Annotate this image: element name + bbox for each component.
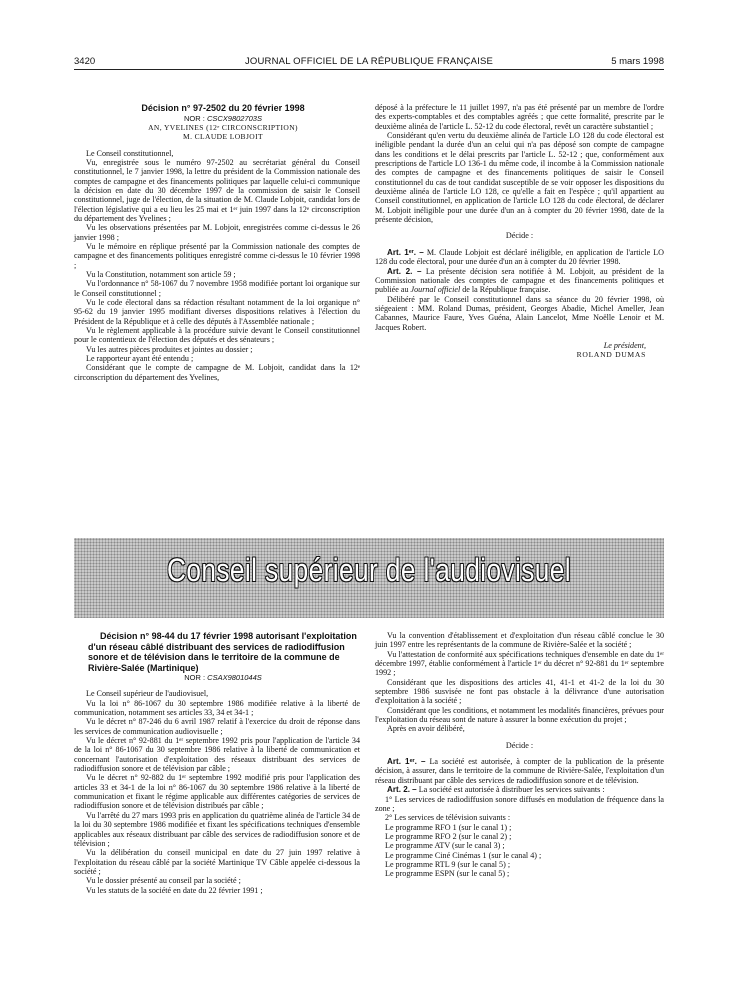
decide-heading: Décide : bbox=[505, 740, 534, 750]
paragraph: Vu la convention d'établissement et d'exploitation d'un réseau câblé conclue le 30 juin 1997 entre les représentants de la commune de Rivière-Salée et la société ; bbox=[375, 631, 664, 650]
decision2-title: Décision n° 98-44 du 17 février 1998 autorisant l'exploitation d'un réseau câblé distribuant des services de radiodiffusion sonore et de télévision dans le territoire de la commune de Rivière-Salée (Martinique) bbox=[88, 631, 357, 673]
paragraph: Vu la Constitution, notamment son article 59 ; bbox=[86, 270, 236, 279]
issue-date: 5 mars 1998 bbox=[611, 56, 664, 67]
signature-name: ROLAND DUMAS bbox=[576, 350, 646, 360]
article-label: Art. 1ᵉʳ. – bbox=[387, 757, 426, 767]
list-item: Le programme RTL 9 (sur le canal 5) ; bbox=[385, 859, 511, 869]
paragraph: Vu le décret n° 92-882 du 1ᵉʳ septembre 1992 modifié pris pour l'application des articles 33 et 34-1 de la loi n° 86-1067 du 30 septembre 1986 relative à la liberté de communication et fixant le régime applicable aux différentes catégories de services de radiodiffusion sonore et de télévision distribués par câble ; bbox=[74, 773, 360, 811]
section-banner bbox=[74, 538, 664, 618]
paragraph: Vu la délibération du conseil municipal en date du 27 juin 1997 relative à l'exploitation du réseau câblé par la société Martinique TV Câble appelée ci-dessous la société ; bbox=[74, 848, 360, 876]
decision1-circonscription: AN, YVELINES (12ᵉ CIRCONSCRIPTION) bbox=[148, 122, 298, 132]
paragraph: Vu le règlement applicable à la procédure suivie devant le Conseil constitutionnel pour le contentieux de l'élection des députés et des sénateurs ; bbox=[74, 326, 360, 345]
paragraph: Vu le dossier présenté au conseil par la société ; bbox=[86, 876, 241, 886]
article-label: Art. 1ᵉʳ. – bbox=[387, 247, 424, 257]
article-2: Art. 2. – La présente décision sera notifiée à M. Lobjoit, au président de la Commission nationale des comptes de campagne et des financements politiques et publiée au Journal officiel de la République française. bbox=[375, 266, 664, 295]
signature-title: Le président, bbox=[603, 340, 646, 350]
decision2-column-left bbox=[74, 631, 360, 895]
paragraph: Vu l'attestation de conformité aux spécifications techniques d'ensemble en date du 1ᵉʳ décembre 1997, établie conformément à l'article 1ᵉʳ du décret n° 92-881 du 1ᵉʳ septembre 1992 ; bbox=[375, 649, 664, 678]
signature-block bbox=[375, 341, 664, 360]
decision1-nor-code: CSCX9802703S bbox=[206, 113, 262, 123]
paragraph: Vu l'ordonnance n° 58-1067 du 7 novembre 1958 modifiée portant loi organique sur le Conseil constitutionnel ; bbox=[74, 279, 360, 298]
paragraph: Vu les observations présentées par M. Lobjoit, enregistrées comme ci-dessus le 26 janvier 1998 ; bbox=[74, 223, 360, 242]
paragraph: déposé à la préfecture le 11 juillet 1997, n'a pas été présenté par un membre de l'ordre des experts-comptables et des comptables agréés ; que cette formalité, prescrite par le deuxième alinéa de l'article L. 52-12 du code électoral, revêt un caractère substantiel ; bbox=[375, 103, 664, 131]
decision1-column-left bbox=[74, 103, 360, 382]
journal-title: JOURNAL OFFICIEL DE LA RÉPUBLIQUE FRANÇAISE bbox=[244, 56, 494, 67]
paragraph: Vu le décret n° 87-246 du 6 avril 1987 relatif à l'exercice du droit de réponse dans les services de communication audiovisuelle ; bbox=[74, 717, 360, 736]
paragraph: Vu, enregistrée sous le numéro 97-2502 au secrétariat général du Conseil constitutionnel, le 7 janvier 1998, la lettre du président de la Commission nationale des comptes de campagne et des financements politiques par laquelle celui-ci communique la décision en date du 30 décembre 1997 de la commission de saisir le Conseil constitutionnel, juge de l'élection, de la situation de M. Claude Lobjoit, candidat lors de l'élection législative qui a eu lieu les 25 mai et 1ᵉʳ juin 1997 dans la 12ᵉ circonscription du département des Yvelines ; bbox=[74, 157, 360, 223]
paragraph: Le Conseil supérieur de l'audiovisuel, bbox=[86, 689, 209, 699]
article-1: Art. 1ᵉʳ. – La société est autorisée, à compter de la publication de la présente décision, à assurer, dans le territoire de la commune de Rivière-Salée, l'exploitation d'un réseau distribuant par câble des services de radiodiffusion sonore et de télévision. bbox=[375, 757, 664, 785]
list-item: Le programme RFO 2 (sur le canal 2) ; bbox=[385, 831, 512, 841]
paragraph: Considérant qu'en vertu du deuxième alinéa de l'article LO 128 du code électoral est inéligible pendant la durée d'un an celui qui n'a pas déposé son compte de campagne dans les conditions et le délai prescrits par l'article L. 52-12 ; que, conformément aux prescriptions de l'article LO 136-1 du même code, il incombe à la Commission nationale des comptes de campagne et des financements politiques de saisir le Conseil constitutionnel du cas de tout candidat susceptible de se voir opposer les dispositions du deuxième alinéa de l'article LO 128, ce qu'elle a fait en l'espèce ; qu'il appartient au Conseil constitutionnel, en application de l'article LO 128 du code électoral, de déclarer M. Lobjoit inéligible pour une durée d'un an à compter du 20 février 1998, date de la présente décision, bbox=[375, 131, 664, 225]
article-label: Art. 2. – bbox=[387, 266, 422, 276]
decision2-column-right bbox=[375, 631, 664, 879]
section-title: Conseil supérieur de l'audiovisuel bbox=[166, 552, 572, 588]
list-item: Le programme Ciné Cinémas 1 (sur le canal 4) ; bbox=[385, 850, 542, 860]
list-item: 2° Les services de télévision suivants : bbox=[385, 813, 511, 823]
deliberation: Délibéré par le Conseil constitutionnel dans sa séance du 20 février 1998, où siégeaient : MM. Roland Dumas, président, Georges Abadie, Michel Ameller, Jean Cabannes, Maurice Faure, Yves Guéna, Alain Lancelot, Mme Noëlle Lenoir et M. Jacques Robert. bbox=[375, 294, 664, 332]
paragraph: Considérant que le compte de campagne de M. Lobjoit, candidat dans la 12ᵉ circonscription du département des Yvelines, bbox=[74, 363, 360, 382]
header-rule bbox=[74, 69, 664, 70]
paragraph: Considérant que les conditions, et notamment les modalités financières, prévues pour l'exploitation du réseau sont de nature à assurer la bonne exécution du projet ; bbox=[375, 705, 664, 725]
list-item: Le programme ATV (sur le canal 3) ; bbox=[385, 841, 505, 851]
paragraph: Vu l'arrêté du 27 mars 1993 pris en application du quatrième alinéa de l'article 34 de la loi du 30 septembre 1986 modifiée et fixant les spécifications techniques d'ensemble applicables aux réseaux distribuant par câble des services de radiodiffusion sonore et de télévision ; bbox=[74, 810, 360, 848]
service-list bbox=[375, 795, 664, 879]
paragraph: Vu les statuts de la société en date du 22 février 1991 ; bbox=[86, 885, 263, 895]
article-1: Art. 1ᵉʳ. – M. Claude Lobjoit est déclaré inéligible, en application de l'article LO 128 du code électoral, pour une durée d'un an à compter du 20 février 1998. bbox=[375, 247, 664, 267]
paragraph: Après en avoir délibéré, bbox=[387, 724, 465, 734]
paragraph: Vu le mémoire en réplique présenté par la Commission nationale des comptes de campagne et des financements politiques enregistré comme ci-dessus le 10 février 1998 ; bbox=[74, 241, 360, 270]
decision1-column-right bbox=[375, 103, 664, 360]
decision2-nor-code: CSAX9801044S bbox=[207, 673, 262, 682]
decision1-title: Décision n° 97-2502 du 20 février 1998 bbox=[141, 103, 305, 113]
paragraph: Vu la loi n° 86-1067 du 30 septembre 1986 modifiée relative à la liberté de communication, notamment ses articles 33, 34 et 34-1 ; bbox=[74, 698, 360, 718]
decide-heading: Décide : bbox=[505, 231, 534, 241]
paragraph: Vu le code électoral dans sa rédaction résultant notamment de la loi organique n° 95-62 du 19 janvier 1995 modifiant diverses dispositions relatives à l'élection du Président de la République et à celle des députés à l'Assemblée nationale ; bbox=[74, 298, 360, 326]
paragraph: Vu le décret n° 92-881 du 1ᵉʳ septembre 1992 pris pour l'application de l'article 34 de la loi n° 86-1067 du 30 septembre 1986 relative à la liberté de communication et concernant l'autorisation d'exploitation des réseaux distribuant des services de radiodiffusion sonore et de télévision par câble ; bbox=[74, 736, 360, 774]
article-label: Art. 2. – bbox=[387, 785, 417, 795]
decision1-person: M. CLAUDE LOBJOIT bbox=[183, 132, 263, 142]
paragraph: Le Conseil constitutionnel, bbox=[86, 148, 174, 158]
list-item: 1° Les services de radiodiffusion sonore diffusés en modulation de fréquence dans la zone ; bbox=[375, 794, 664, 813]
decision2-nor: NOR : CSAX9801044S bbox=[184, 673, 262, 682]
paragraph: Considérant que les dispositions des articles 41, 41-1 et 41-2 de la loi du 30 septembre 1986 susvisée ne font pas obstacle à la délivrance d'une autorisation d'exploitation à la société ; bbox=[375, 677, 664, 706]
page-header bbox=[74, 56, 664, 70]
list-item: Le programme ESPN (sur le canal 5) ; bbox=[385, 869, 510, 879]
journal-reference: Journal officiel bbox=[410, 285, 461, 295]
paragraph: Vu les autres pièces produites et jointes au dossier ; bbox=[86, 344, 253, 354]
decision1-nor: NOR : CSCX9802703S bbox=[184, 113, 262, 123]
page-number: 3420 bbox=[74, 56, 96, 67]
paragraph: Le rapporteur ayant été entendu ; bbox=[86, 354, 194, 364]
list-item: Le programme RFO 1 (sur le canal 1) ; bbox=[385, 822, 512, 832]
article-2: Art. 2. – La société est autorisée à distribuer les services suivants : bbox=[387, 785, 605, 795]
